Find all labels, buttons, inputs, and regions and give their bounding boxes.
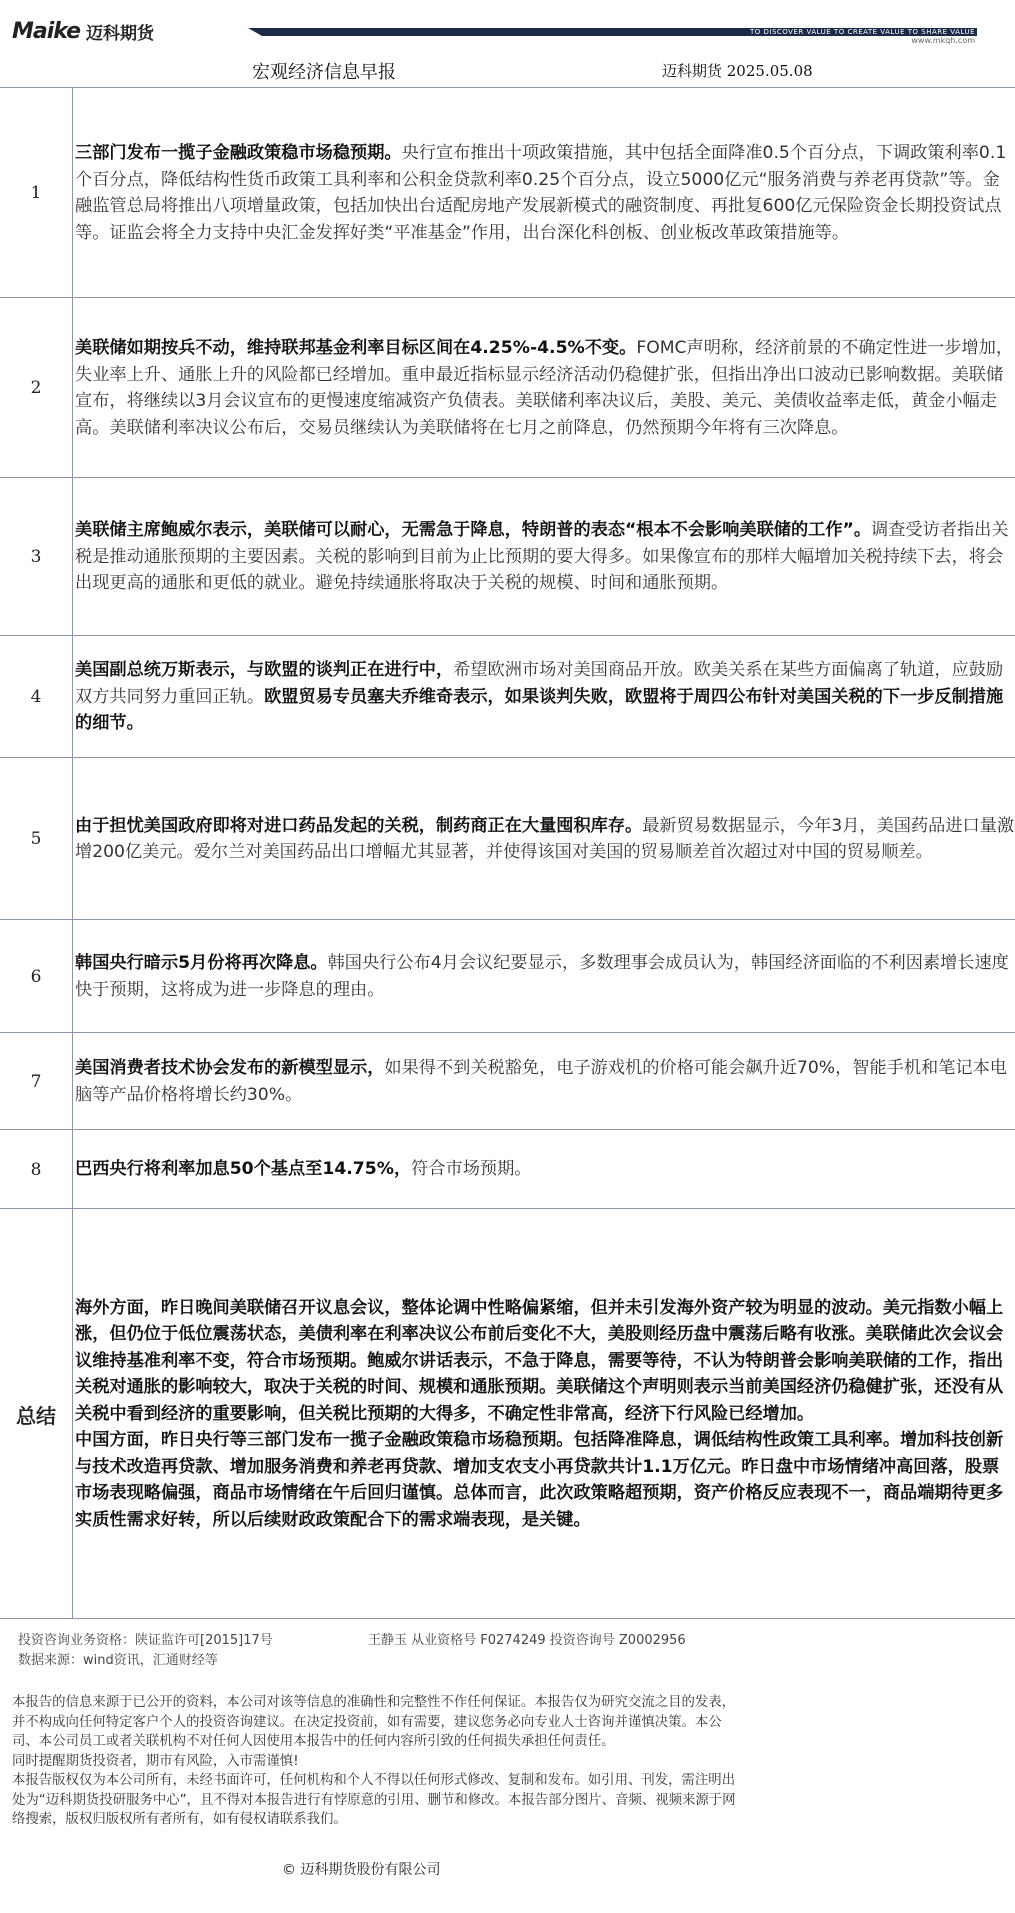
footer <box>0 1618 1015 1913</box>
summary-row <box>0 1208 1015 1619</box>
row-body: FOMC声明称，经济前景的不确定性进一步增加，失业率上升、通胀上升的风险都已经增加。重申最近指标显示经济活动仍稳健扩张，但指出净出口波动已影响数据。美联储宣布，将继续以3月会议宣布的更慢速度缩减资产负债表。美联储利率决议后，美股、美元、美债收益率走低，黄金小幅走高。美联储利率决议公布后，交易员继续认为美联储将在七月之前降息，仍然预期今年将有三次降息。 <box>75 338 1014 438</box>
row-body: 如果得不到关税豁免，电子游戏机的价格可能会飙升近70%，智能手机和笔记本电脑等产品价格将增长约30%。 <box>75 1058 1007 1105</box>
logo-mark: Maike <box>12 18 81 44</box>
company-logo <box>12 20 154 42</box>
row-body: 希望欧洲市场对美国商品开放。欧美关系在某些方面偏离了轨道，应鼓励双方共同努力重回正轨。 <box>75 660 1004 707</box>
row-number: 4 <box>0 636 73 758</box>
summary-label: 总结 <box>0 1209 73 1619</box>
row-headline: 美联储如期按兵不动，维持联邦基金利率目标区间在4.25%-4.5%不变。 <box>75 338 637 358</box>
row-number: 7 <box>0 1033 73 1130</box>
row-headline: 巴西央行将利率加息50个基点至14.75%， <box>75 1159 412 1180</box>
copyright: © 迈科期货股份有限公司 <box>282 1862 441 1878</box>
row-content <box>75 950 1015 1003</box>
news-row <box>0 635 1015 758</box>
row-content <box>75 335 1015 441</box>
row-body: 央行宣布推出十项政策措施，其中包括全面降准0.5个百分点，下调政策利率0.1个百分点，降低结构性货币政策工具利率和公积金贷款利率0.25个百分点，设立5000亿元“服务消费与养老再贷款”等。金融监管总局将推出八项增量政策，包括加快出台适配房地产发展新模式的融资制度、再批复600亿元保险资金长期投资试点等。证监会将全力支持中央汇金发挥好类“平准基金”作用，出台深化科创板、创业板改革政策措施等。 <box>75 143 1007 243</box>
data-source: 数据来源：wind资讯，汇通财经等 <box>18 1653 218 1668</box>
row-body: 最新贸易数据显示，今年3月，美国药品进口量激增200亿美元。爱尔兰对美国药品出口增幅尤其显著，并使得该国对美国的贸易顺差首次超过对中国的贸易顺差。 <box>75 815 1015 862</box>
row-content <box>75 140 1015 246</box>
row-number: 1 <box>0 88 73 298</box>
row-headline-2: 欧盟贸易专员塞夫乔维奇表示，如果谈判失败，欧盟将于周四公布针对美国关税的下一步反制措施的细节。 <box>75 686 1004 734</box>
qualification: 投资咨询业务资格：陕证监许可[2015]17号 <box>18 1633 273 1648</box>
row-headline: 由于担忧美国政府即将对进口药品发起的关税，制药商正在大量囤积库存。 <box>75 815 643 836</box>
disclaimer <box>12 1693 738 1830</box>
report-date: 迈科期货 2025.05.08 <box>662 62 813 80</box>
disclaimer-para-1: 本报告的信息来源于已公开的资料，本公司对该等信息的准确性和完整性不作任何保证。本报告仅为研究交流之目的发表，并不构成向任何特定客户个人的投资咨询建议。在决定投资前，如有需要，建议您务必向专业人士咨询并谨慎决策。本公司、本公司员工或者关联机构不对任何人因使用本报告中的任何内容所引致的任何损失承担任何责任。 <box>12 1695 736 1749</box>
news-row <box>0 757 1015 920</box>
row-number: 3 <box>0 478 73 636</box>
row-number: 8 <box>0 1130 73 1209</box>
row-body: 符合市场预期。 <box>411 1159 532 1180</box>
summary-overseas: 海外方面，昨日晚间美联储召开议息会议，整体论调中性略偏紧缩，但并未引发海外资产较为明显的波动。美元指数小幅上涨，但仍位于低位震荡状态，美债利率在利率决议公布前后变化不大，美股则经历盘中震荡后略有收涨。美联储此次会议会议维持基准利率不变，符合市场预期。鲍威尔讲话表示，不急于降息，需要等待，不认为特朗普会影响美联储的工作，指出关税对通胀的影响较大，取决于关税的时间、规模和通胀预期。美联储这个声明则表示当前美国经济仍稳健扩张，还没有从关税中看到经济的重要影响，但关税比预期的大得多，不确定性非常高，经济下行风险已经增加。 <box>75 1297 1004 1424</box>
news-row <box>0 87 1015 298</box>
title-row <box>0 52 1015 88</box>
row-headline: 三部门发布一揽子金融政策稳市场稳预期。 <box>75 143 402 163</box>
summary-china: 中国方面，昨日央行等三部门发布一揽子金融政策稳市场稳预期。包括降准降息，调低结构性政策工具利率。增加科技创新与技术改造再贷款、增加服务消费和养老再贷款、增加支农支小再贷款共计1.1万亿元。昨日盘中市场情绪冲高回落，股票市场表现略偏强，商品市场情绪在午后回归谨慎。总体而言，此次政策略超预期，资产价格反应表现不一，商品端期待更多实质性需求好转，所以后续财政政策配合下的需求端表现，是关键。 <box>75 1430 1004 1530</box>
row-number: 6 <box>0 920 73 1033</box>
row-headline: 韩国央行暗示5月份将再次降息。 <box>75 953 328 973</box>
news-row <box>0 1129 1015 1209</box>
row-content <box>75 517 1015 597</box>
row-content <box>75 1156 531 1183</box>
news-row <box>0 297 1015 478</box>
news-row <box>0 1032 1015 1130</box>
row-number: 5 <box>0 758 73 920</box>
row-content <box>75 813 1015 866</box>
row-headline: 美国副总统万斯表示，与欧盟的谈判正在进行中， <box>75 660 454 681</box>
row-content <box>75 657 1015 737</box>
page-title: 宏观经济信息早报 <box>252 62 396 83</box>
news-row <box>0 477 1015 636</box>
row-headline: 美联储主席鲍威尔表示，美联储可以耐心，无需急于降息，特朗普的表态“根本不会影响美联储的工作”。 <box>75 520 872 541</box>
row-body: 韩国央行公布4月会议纪要显示，多数理事会成员认为，韩国经济面临的不利因素增长速度快于预期，这将成为进一步降息的理由。 <box>75 953 1009 1000</box>
row-content <box>75 1055 1015 1108</box>
header-site: www.mkqh.com <box>911 36 975 45</box>
disclaimer-para-3: 本报告版权仅为本公司所有，未经书面许可，任何机构和个人不得以任何形式修改、复制和发布。如引用、刊发，需注明出处为“迈科期货投研服务中心”，且不得对本报告进行有悖原意的引用、删节和修改。本报告部分图片、音频、视频来源于网络搜索，版权归版权所有者所有，如有侵权请联系我们。 <box>12 1773 736 1827</box>
analyst-info: 王静玉 从业资格号 F0274249 投资咨询号 Z0002956 <box>368 1633 686 1648</box>
disclaimer-para-2: 同时提醒期货投资者，期市有风险，入市需谨慎! <box>12 1753 299 1769</box>
news-row <box>0 919 1015 1033</box>
row-number: 2 <box>0 298 73 478</box>
header-slogan: TO DISCOVER VALUE TO CREATE VALUE TO SHARE VALUE <box>750 28 975 36</box>
row-headline: 美国消费者技术协会发布的新模型显示， <box>75 1058 385 1078</box>
row-body: 调查受访者指出关税是推动通胀预期的主要因素。关税的影响到目前为止比预期的要大得多。如果像宣布的那样大幅增加关税持续下去，将会出现更高的通胀和更低的就业。避免持续通胀将取决于关税的规模、时间和通胀预期。 <box>75 520 1009 594</box>
logo-name: 迈科期货 <box>86 23 155 44</box>
header-banner <box>0 0 1015 46</box>
